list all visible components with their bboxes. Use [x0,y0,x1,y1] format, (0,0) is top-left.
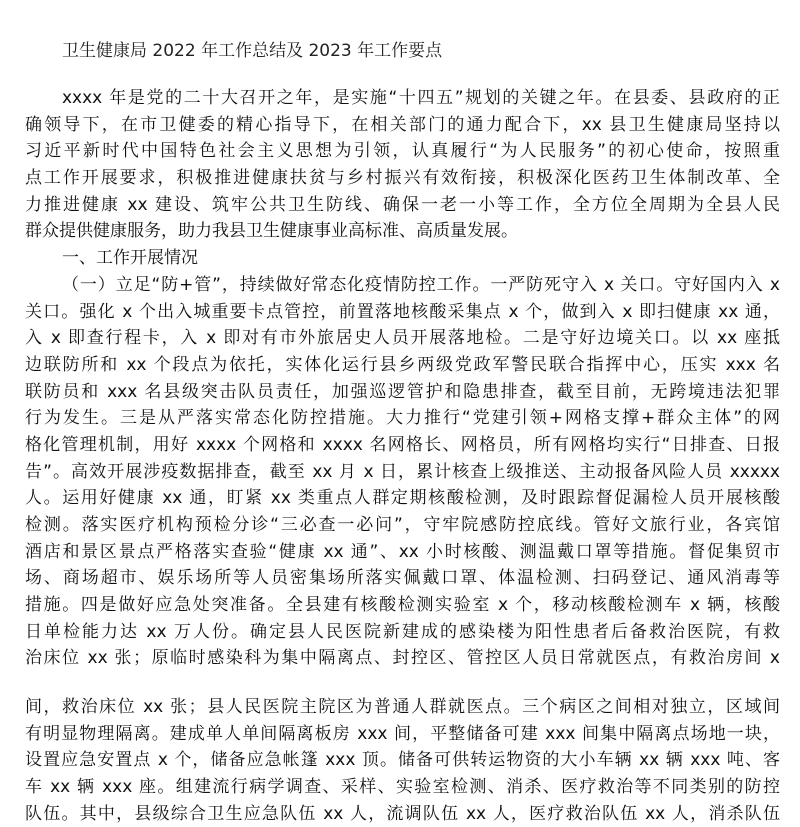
text-line: 群众提供健康服务，助力我县卫生健康事业高标准、高质量发展。 [25,221,518,242]
text-line: 设置应急安置点 x 个，储备应急帐篷 xxx 顶。储备可供转运物资的大小车辆 xx 辆 xxx 吨、客 [25,750,780,771]
text-line: 关口。强化 x 个出入城重要卡点管控，前置落地核酸采集点 x 个，做到入 x 即扫健康 xx 通， [25,301,780,322]
text-line: 入 x 即查行程卡，入 x 即对有市外旅居史人员开展落地检。二是守好边境关口。以 xx 座抵 [25,328,780,349]
text-line: 场、商场超市、娱乐场所等人员密集场所落实佩戴口罩、体温检测、扫码登记、通风消毒等 [25,568,780,589]
text-line: 队伍。其中，县级综合卫生应急队伍 xx 人，流调队伍 xx 人，医疗救治队伍 xx 人，消杀队伍 [25,803,780,824]
document-title: 卫生健康局 2022 年工作总结及 2023 年工作要点 [62,41,443,61]
text-line: 联防员和 xxx 名县级突击队员责任，加强巡逻管护和隐患排查，截至目前，无跨境违法犯罪 [25,381,780,402]
text-line: 酒店和景区景点严格落实查验“健康 xx 通”、xx 小时核酸、测温戴口罩等措施。督促集贸市 [25,541,780,562]
text-line: 治床位 xx 张；原临时感染科为集中隔离点、封控区、管控区人员日常就医点，有救治房间 x [25,648,780,669]
text-line: 点工作开展要求，积极推进健康扶贫与乡村振兴有效衔接，积极深化医药卫生体制改革、全 [25,168,780,189]
text-line: 边联防所和 xx 个段点为依托，实体化运行县乡两级党政军警民联合指挥中心，压实 xxx 名 [25,354,780,375]
text-line: 检测。落实医疗机构预检分诊“三必查一必问”，守牢院感防控底线。管好文旅行业，各宾馆 [25,515,780,535]
text-line: 有明显物理隔离。建成单人单间隔离板房 xxx 间，平整储备可建 xxx 间集中隔离点场地一块， [25,723,780,744]
text-line: 力推进健康 xx 建设、筑牢公共卫生防线、确保一老一小等工作，全方位全周期为全县人民 [25,194,780,215]
text-line: 告”。高效开展涉疫数据排查，截至 xx 月 x 日，累计核查上级推送、主动报备风险人员 xxxxx [25,461,780,482]
text-line: xxxx 年是党的二十大召开之年，是实施“十四五”规划的关键之年。在县委、县政府的正 [62,88,780,108]
text-line: 人。运用好健康 xx 通，盯紧 xx 类重点人群定期核酸检测，及时跟踪督促漏检人员开展核酸 [25,488,780,509]
section-heading: 一、工作开展情况 [62,248,198,269]
text-line: 车 xx 辆 xxx 座。组建流行病学调查、采样、实验室检测、消杀、医疗救治等不同类别的防控 [25,777,780,798]
text-line: 确领导下，在市卫健委的精心指导下，在相关部门的通力配合下，xx 县卫生健康局坚持以 [25,114,780,135]
text-line: 间，救治床位 xx 张；县人民医院主院区为普通人群就医点。三个病区之间相对独立，区域间 [25,697,780,717]
page-1-body [25,85,780,672]
text-line: 习近平新时代中国特色社会主义思想为引领，认真履行“为人民服务”的初心使命，按照重 [25,141,780,162]
text-line: 日单检能力达 xx 万人份。确定县人民医院新建成的感染楼为阳性患者后备救治医院，有救 [25,621,780,642]
text-line: （一）立足“防+管”，持续做好常态化疫情防控工作。一严防死守入 x 关口。守好国内入 x [62,274,780,295]
text-line: 措施。四是做好应急处突准备。全县建有核酸检测实验室 x 个，移动核酸检测车 x 辆，核酸 [25,595,780,616]
page-2-body [25,694,780,827]
text-line: 行为发生。三是从严落实常态化防控措施。大力推行“党建引领+网格支撑+群众主体”的网 [25,408,780,429]
text-line: 格化管理机制，用好 xxxx 个网格和 xxxx 名网格长、网格员，所有网格均实行“日排查、日报 [25,434,780,455]
